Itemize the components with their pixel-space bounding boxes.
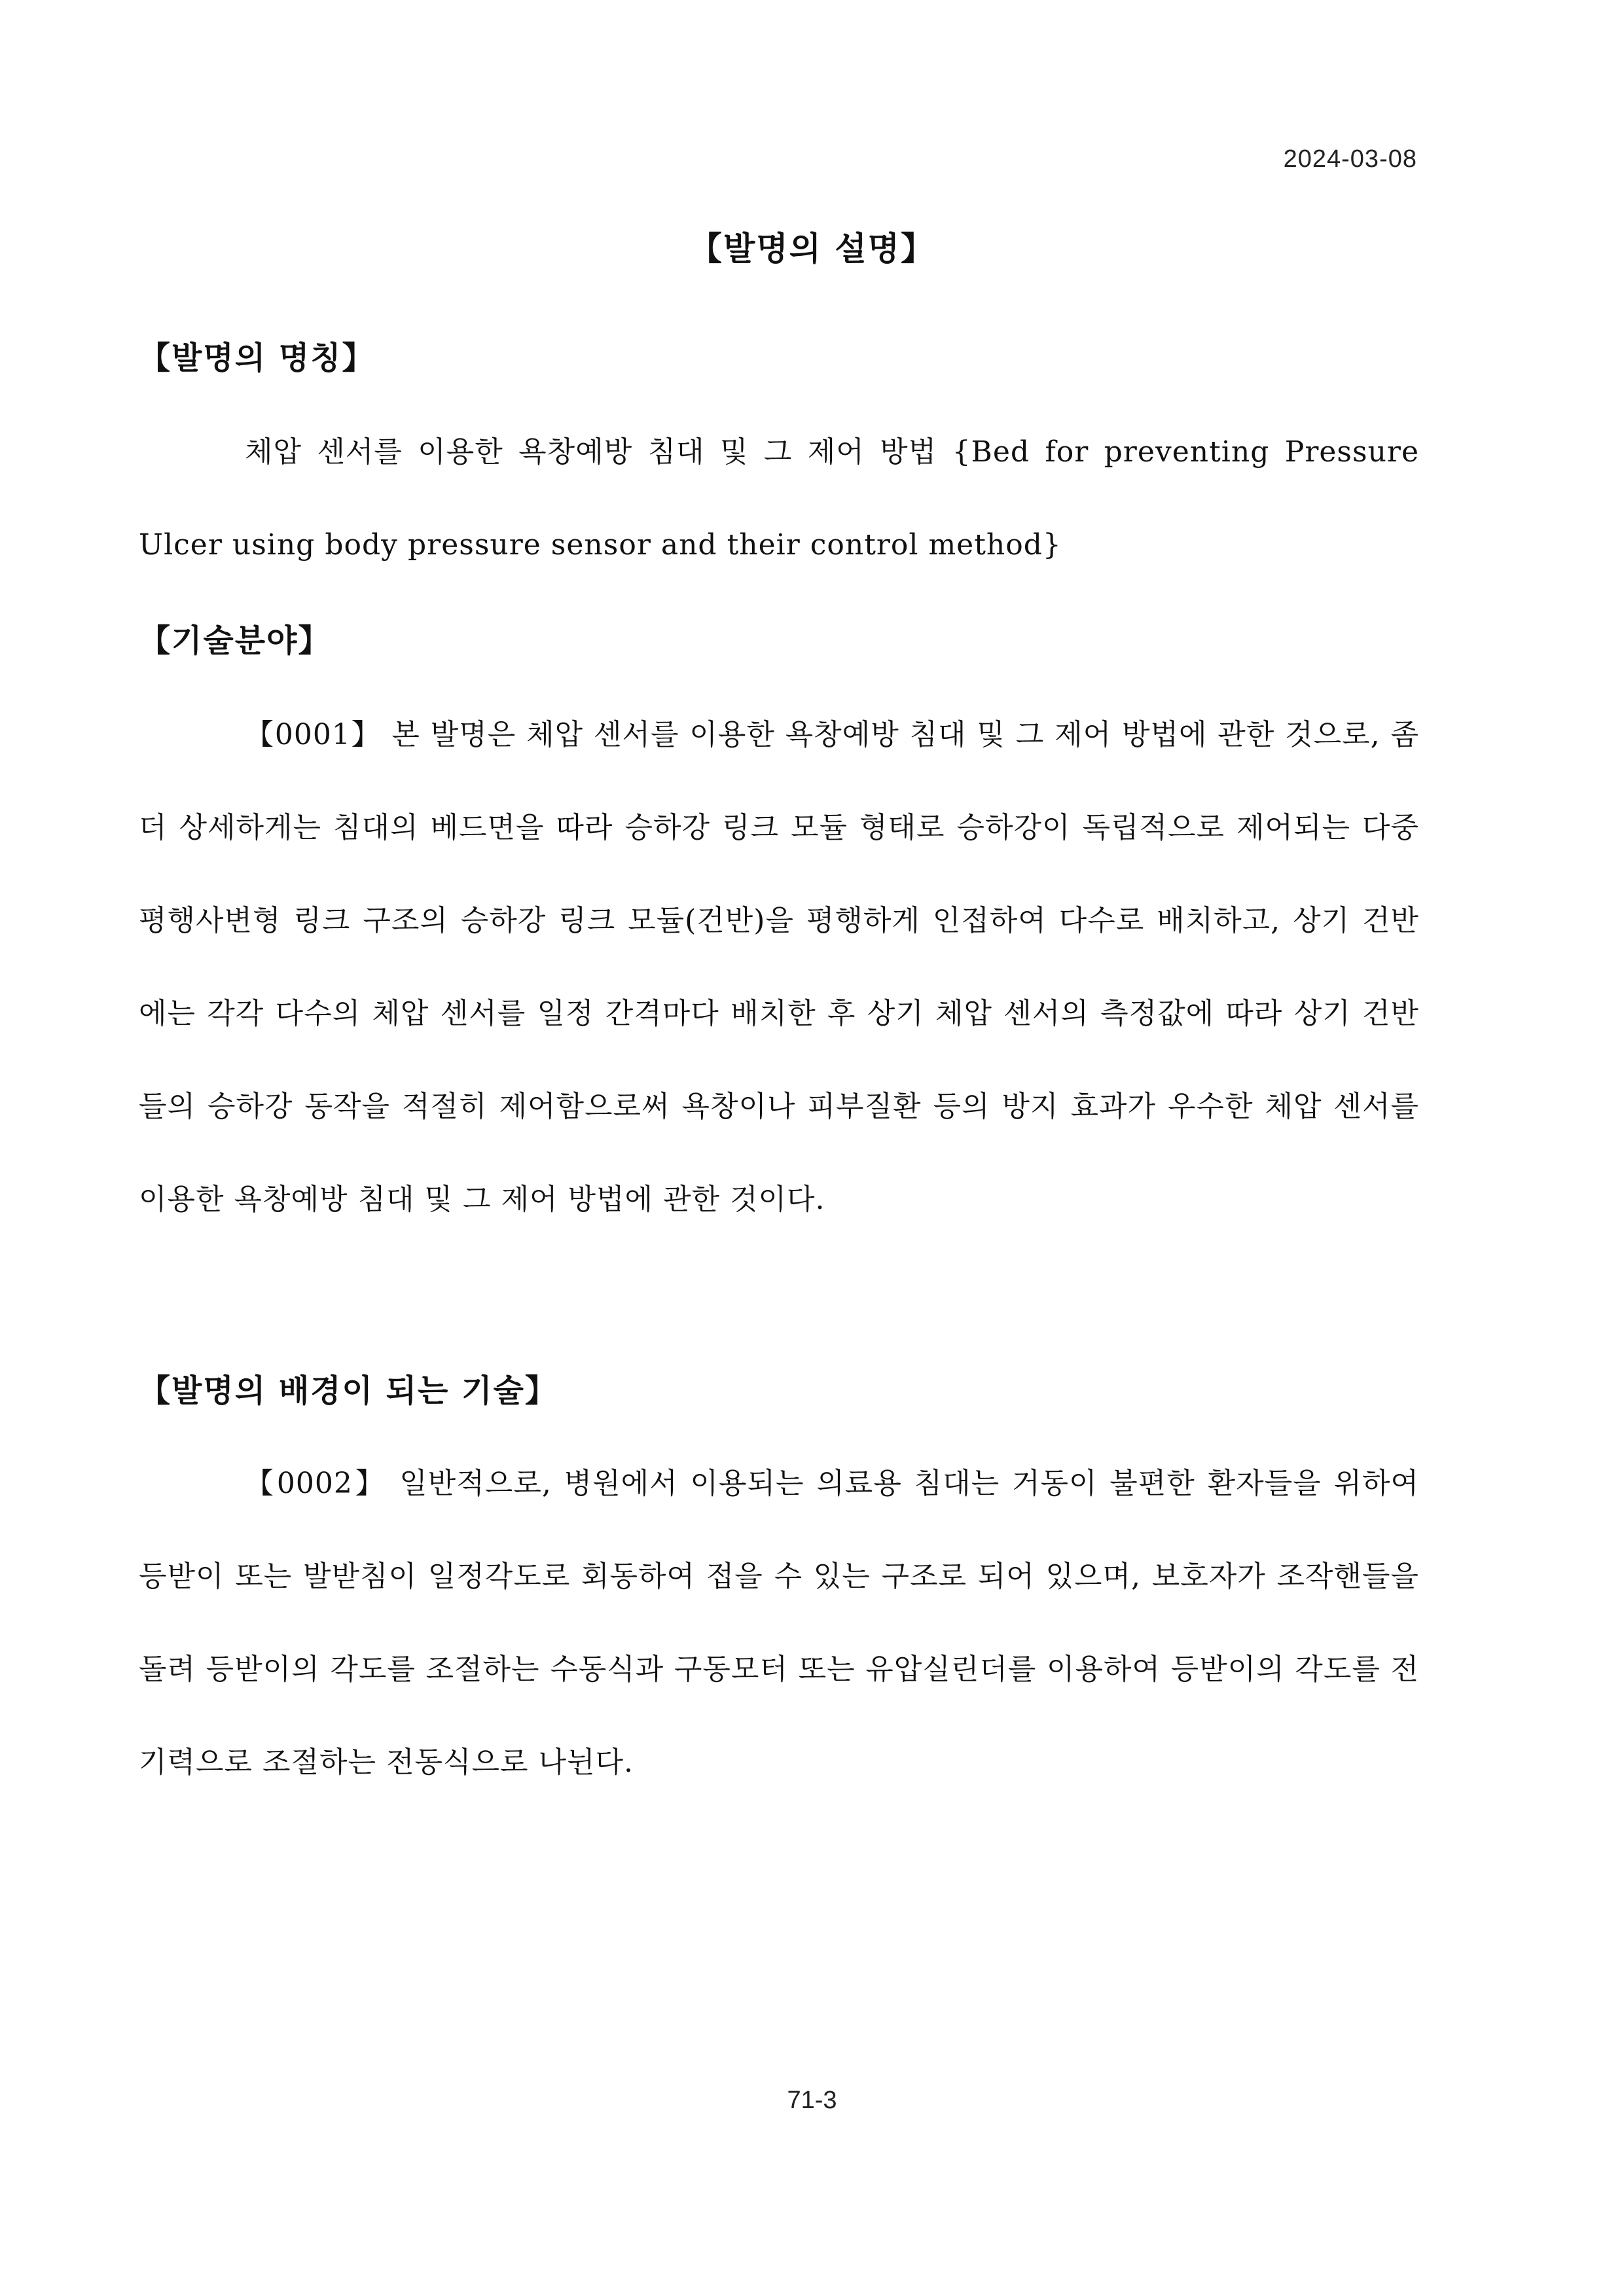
paragraph-number: 【0002】	[245, 1467, 388, 1500]
section-heading-background-art: 【발명의 배경이 되는 기술】	[139, 1372, 558, 1409]
paragraph-text: 일반적으로, 병원에서 이용되는 의료용 침대는 거동이 불편한 환자들을 위하여 등받이 또는 발받침이 일정각도로 회동하여 접을 수 있는 구조로 되어 있으며, 보호자가 조작핸들을 돌려 등받이의 각도를 조절하는 수동식과 구동모터 또는 유압실린더를 이용하여 등받이의 각도를 전기력으로 조절하는 전동식으로 나뉜다.	[139, 1467, 1419, 1779]
paragraph-text: 본 발명은 체압 센서를 이용한 욕창예방 침대 및 그 제어 방법에 관한 것으로, 좀 더 상세하게는 침대의 베드면을 따라 승하강 링크 모듈 형태로 승하강이 독립적으로 제어되는 다중 평행사변형 링크 구조의 승하강 링크 모듈(건반)을 평행하게 인접하여 다수로 배치하고, 상기 건반에는 각각 다수의 체압 센서를 일정 간격마다 배치한 후 상기 체압 센서의 측정값에 따라 상기 건반들의 승하강 동작을 적절히 제어함으로써 욕창이나 피부질환 등의 방지 효과가 우수한 체압 센서를 이용한 욕창예방 침대 및 그 제어 방법에 관한 것이다.	[139, 718, 1419, 1216]
document-title: 【발명의 설명】	[689, 230, 935, 268]
paragraph-0002	[139, 1437, 1419, 1809]
paragraph-0001	[139, 689, 1419, 1246]
document-date: 2024-03-08	[1283, 145, 1417, 173]
section-heading-invention-title: 【발명의 명칭】	[139, 340, 375, 376]
section-heading-technical-field: 【기술분야】	[139, 622, 331, 659]
paragraph-number: 【0001】	[245, 718, 382, 751]
page-number: 71-3	[787, 2087, 837, 2114]
invention-title-text: 체압 센서를 이용한 욕창예방 침대 및 그 제어 방법 {Bed for preventing Pressure Ulcer using body pressure sensor and their control method}	[139, 435, 1419, 562]
